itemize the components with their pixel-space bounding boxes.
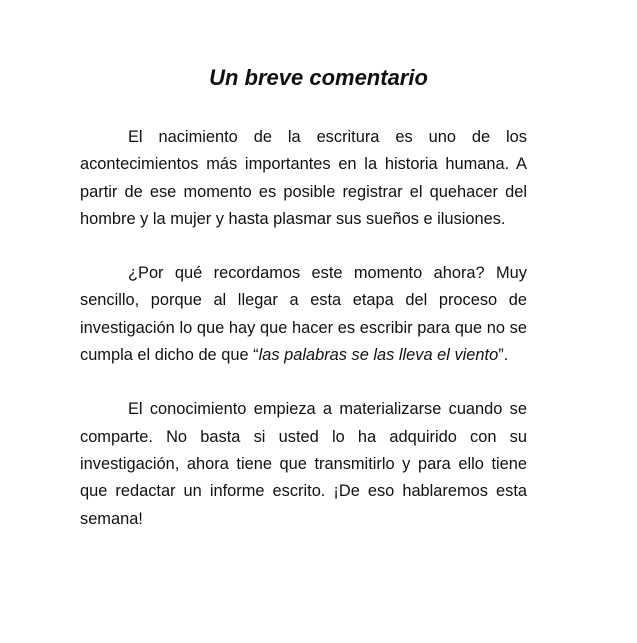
paragraph-why-now-text: ¿Por qué recordamos este momento ahora? Muy sencillo, porque al llegar a esta etapa del proceso de investigación lo que hay que hacer es escribir para que no se cumpla el dicho de que “ bbox=[80, 264, 527, 365]
saying-quote: las palabras se las lleva el viento bbox=[258, 346, 499, 365]
article-body bbox=[80, 124, 527, 533]
paragraph-why-now-closing: ”. bbox=[498, 346, 509, 365]
paragraph-knowledge-shared: El conocimiento empieza a materializarse cuando se comparte. No basta si usted lo ha adquirido con su investigación, ahora tiene que transmitirlo y para ello tiene que redactar un informe escrito. ¡De eso hablaremos esta semana! bbox=[80, 400, 527, 528]
page-title: Un breve comentario bbox=[209, 65, 428, 90]
paragraph-why-now bbox=[80, 260, 527, 369]
paragraph-writing-origin: El nacimiento de la escritura es uno de los acontecimientos más importantes en la historia humana. A partir de ese momento es posible registrar el quehacer del hombre y la mujer y hasta plasmar sus sueños e ilusiones. bbox=[80, 128, 527, 228]
